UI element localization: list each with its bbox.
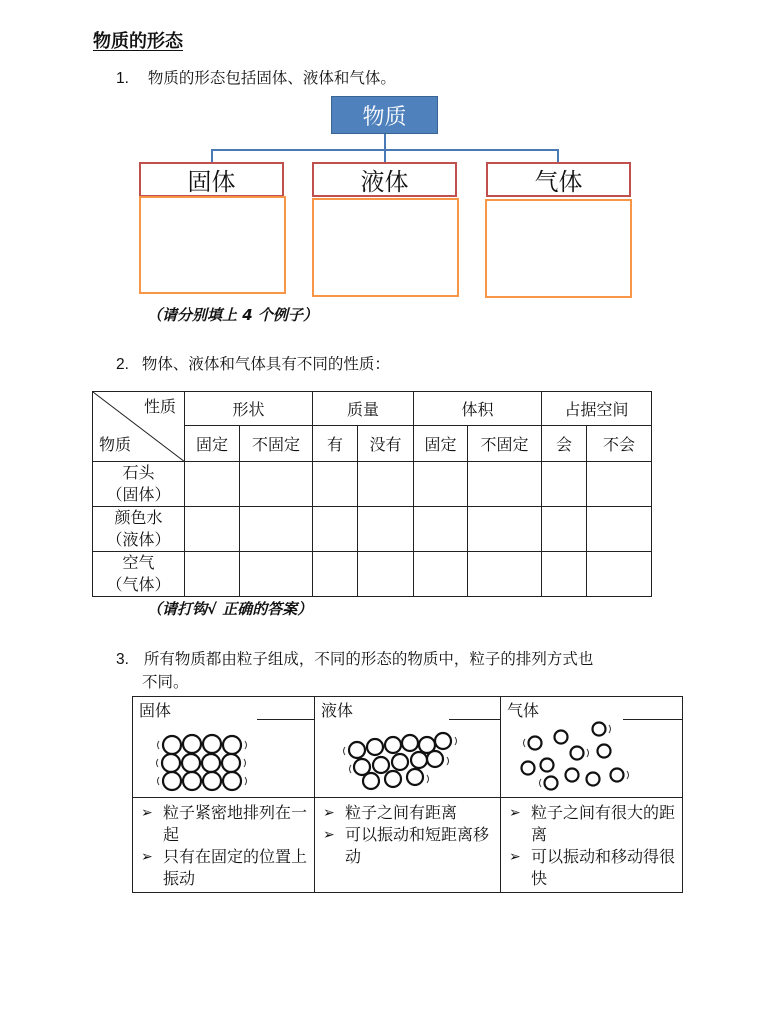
arrow-bullet-icon: ➢	[141, 805, 153, 821]
answer-cell[interactable]	[240, 507, 313, 552]
bullet-list	[133, 798, 314, 892]
liquid-particles-image	[315, 697, 501, 798]
connector-stem	[384, 134, 386, 150]
page-title: 物质的形态	[93, 31, 183, 52]
particles-table	[132, 696, 683, 893]
answer-cell[interactable]	[542, 552, 587, 597]
question-1-number: 1.	[116, 70, 129, 87]
question-1-text: 物质的形态包括固体、液体和气体。	[147, 69, 396, 87]
connector-solid	[211, 149, 213, 163]
state-label-solid: 固体	[139, 162, 284, 197]
answer-cell[interactable]	[358, 462, 414, 507]
subheader-cell: 会	[542, 426, 587, 462]
group-header-volume: 体积	[414, 392, 542, 426]
answer-cell[interactable]	[414, 462, 468, 507]
group-header-space: 占据空间	[542, 392, 652, 426]
arrow-bullet-icon: ➢	[323, 805, 335, 821]
answer-cell[interactable]	[587, 462, 652, 507]
arrow-bullet-icon: ➢	[509, 849, 521, 865]
list-item: ➢ 粒子紧密地排列在一起	[141, 803, 308, 844]
state-label-liquid: 液体	[312, 162, 457, 197]
answer-box-gas[interactable]	[485, 199, 632, 298]
list-item: ➢ 粒子之间有距离	[323, 803, 458, 822]
solid-particles-image	[133, 697, 315, 798]
question-2-text: 物体、液体和气体具有不同的性质：	[141, 355, 390, 373]
root-node-matter: 物质	[331, 96, 438, 134]
corner-header-property: 性质	[143, 397, 176, 416]
arrow-bullet-icon: ➢	[141, 849, 153, 865]
row-name: 空气	[122, 553, 155, 572]
row-state: （液体）	[106, 530, 171, 549]
properties-table	[92, 391, 652, 597]
table-row	[93, 552, 652, 597]
answer-cell[interactable]	[185, 462, 240, 507]
row-name: 颜色水	[114, 508, 163, 527]
question-3-text-line2: 不同。	[142, 673, 189, 691]
description-cell-liquid	[315, 798, 501, 893]
particle-cell-gas	[501, 697, 683, 798]
list-item: ➢ 可以振动和移动得很快	[509, 847, 676, 888]
answer-box-liquid[interactable]	[312, 198, 459, 297]
answer-cell[interactable]	[414, 552, 468, 597]
connector-liquid	[384, 149, 386, 163]
particle-label-gas: 气体	[507, 701, 540, 720]
answer-cell[interactable]	[468, 462, 542, 507]
question-1	[116, 67, 396, 90]
answer-cell[interactable]	[185, 552, 240, 597]
answer-cell[interactable]	[414, 507, 468, 552]
arrow-bullet-icon: ➢	[509, 805, 521, 821]
subheader-cell: 不固定	[240, 426, 313, 462]
answer-cell[interactable]	[185, 507, 240, 552]
answer-cell[interactable]	[542, 507, 587, 552]
arrow-bullet-icon: ➢	[323, 827, 335, 843]
group-header-mass: 质量	[313, 392, 414, 426]
q1-note: （请分别填上 4 个例子）	[147, 306, 318, 324]
answer-box-solid[interactable]	[139, 196, 286, 294]
subheader-cell: 没有	[358, 426, 414, 462]
subheader-cell: 不固定	[468, 426, 542, 462]
answer-cell[interactable]	[542, 462, 587, 507]
table-row	[93, 507, 652, 552]
description-cell-solid	[133, 798, 315, 893]
q2-note: （请打钩√ 正确的答案）	[147, 600, 313, 618]
question-2	[116, 353, 390, 376]
bullet-list	[501, 798, 682, 892]
answer-cell[interactable]	[313, 462, 358, 507]
answer-cell[interactable]	[240, 552, 313, 597]
table-corner-cell	[93, 392, 185, 462]
row-label-colored-water	[93, 507, 185, 552]
subheader-cell: 固定	[185, 426, 240, 462]
row-state: （固体）	[106, 485, 171, 504]
list-item: ➢ 可以振动和短距离移动	[323, 825, 490, 866]
row-label-stone	[93, 462, 185, 507]
answer-cell[interactable]	[240, 462, 313, 507]
particle-cell-solid	[133, 697, 315, 798]
gas-particles-image	[501, 697, 683, 798]
answer-cell[interactable]	[358, 552, 414, 597]
row-name: 石头	[122, 463, 155, 482]
row-state: （气体）	[106, 575, 171, 594]
table-row	[93, 462, 652, 507]
question-2-number: 2.	[116, 356, 129, 373]
list-item: ➢ 只有在固定的位置上振动	[141, 847, 308, 888]
particle-cell-liquid	[315, 697, 501, 798]
subheader-cell: 不会	[587, 426, 652, 462]
question-3	[116, 648, 593, 693]
answer-cell[interactable]	[468, 507, 542, 552]
question-3-number: 3.	[116, 651, 129, 668]
answer-cell[interactable]	[468, 552, 542, 597]
particle-label-solid: 固体	[139, 701, 172, 720]
group-header-shape: 形状	[185, 392, 313, 426]
bullet-list	[315, 798, 500, 870]
answer-cell[interactable]	[587, 507, 652, 552]
subheader-cell: 有	[313, 426, 358, 462]
answer-cell[interactable]	[313, 507, 358, 552]
connector-gas	[557, 149, 559, 163]
answer-cell[interactable]	[358, 507, 414, 552]
row-label-air	[93, 552, 185, 597]
description-cell-gas	[501, 798, 683, 893]
corner-header-matter: 物质	[99, 435, 132, 454]
answer-cell[interactable]	[587, 552, 652, 597]
list-item: ➢ 粒子之间有很大的距离	[509, 803, 676, 844]
answer-cell[interactable]	[313, 552, 358, 597]
particle-label-liquid: 液体	[321, 701, 354, 720]
question-3-text-line1: 所有物质都由粒子组成，不同的形态的物质中，粒子的排列方式也	[143, 650, 594, 668]
state-label-gas: 气体	[486, 162, 631, 197]
subheader-cell: 固定	[414, 426, 468, 462]
